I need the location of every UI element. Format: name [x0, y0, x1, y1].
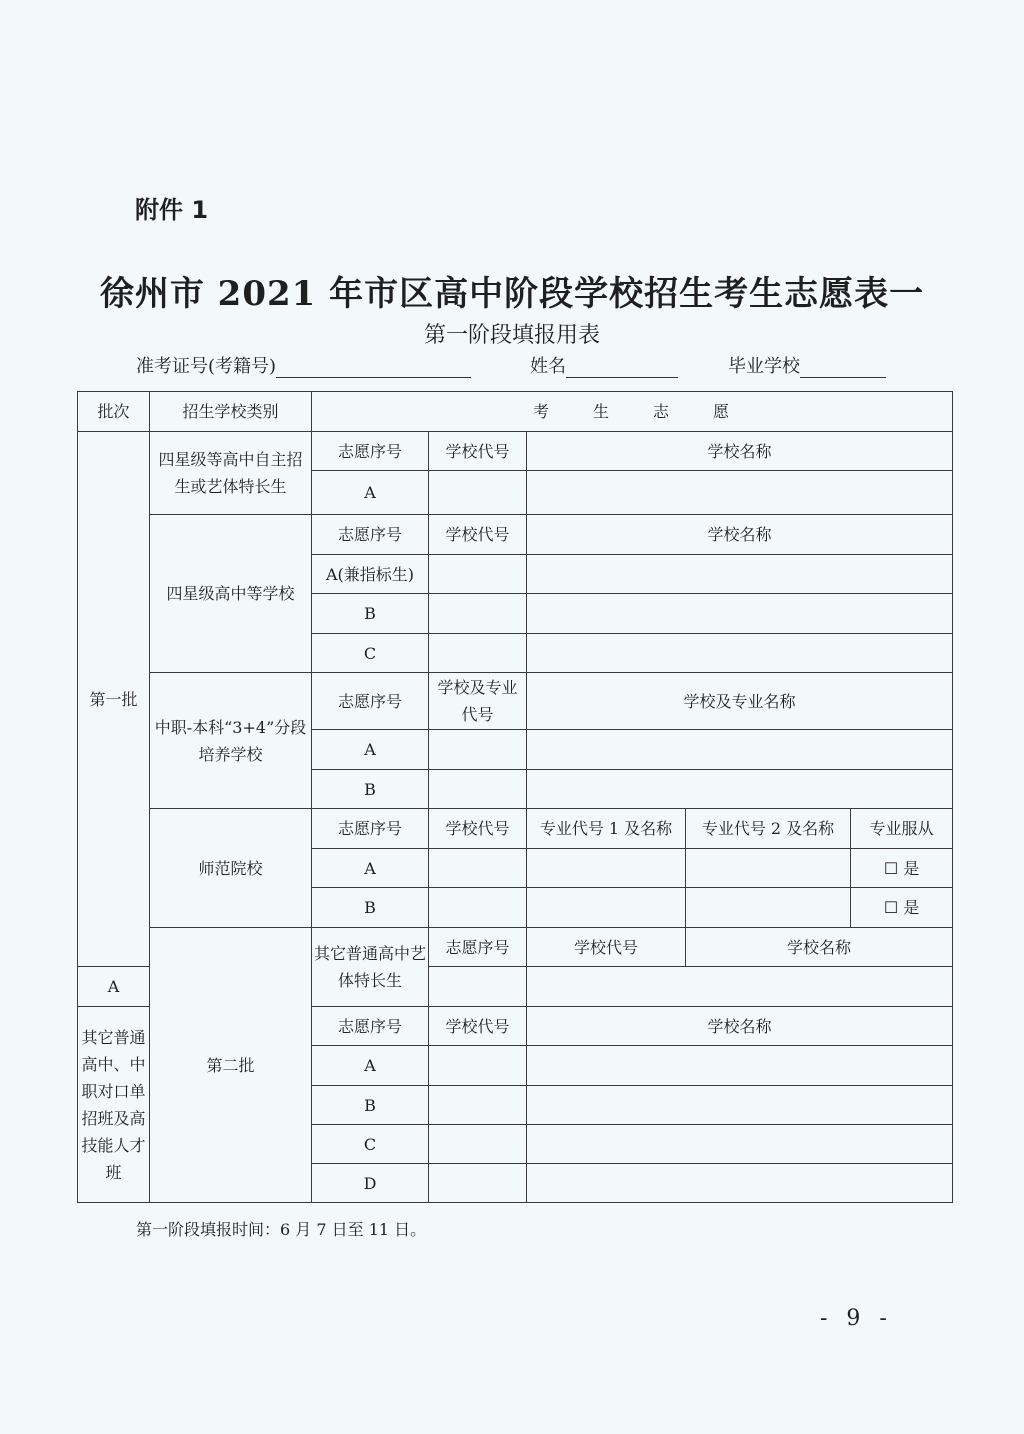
major1-input[interactable]	[527, 849, 686, 888]
school-name-input[interactable]	[527, 555, 953, 594]
school-code-input[interactable]	[429, 888, 527, 928]
wish-order: A	[78, 967, 150, 1007]
wish-order: C	[312, 1125, 429, 1164]
col-code: 学校代号	[527, 928, 686, 967]
wish-order: B	[312, 1086, 429, 1125]
school-name-input[interactable]	[527, 634, 953, 673]
col-name: 学校名称	[527, 1007, 953, 1046]
exam-number-field	[136, 352, 471, 378]
col-code: 学校代号	[429, 432, 527, 471]
graduate-school-field	[728, 352, 886, 378]
category-cell: 其它普通高中、中职对口单招班及高技能人才班	[78, 1007, 150, 1203]
table-header-row	[78, 392, 953, 432]
exam-number-label: 准考证号(考籍号)	[136, 356, 277, 377]
attachment-label: 附件 1	[135, 196, 209, 224]
major2-input[interactable]	[686, 849, 851, 888]
page-number: - 9 -	[820, 1306, 893, 1331]
batch-1-cell: 第一批	[78, 432, 150, 967]
category-cell: 师范院校	[150, 809, 312, 928]
graduate-school-blank[interactable]	[800, 357, 886, 378]
fill-period-note: 第一阶段填报时间：6 月 7 日至 11 日。	[136, 1220, 427, 1239]
major2-input[interactable]	[686, 888, 851, 928]
school-name-input[interactable]	[527, 1086, 953, 1125]
graduate-school-label: 毕业学校	[728, 356, 800, 377]
wish-order: A	[312, 730, 429, 770]
school-name-input[interactable]	[527, 1046, 953, 1086]
school-code-input[interactable]	[429, 730, 527, 770]
wish-order: B	[312, 594, 429, 634]
header-fields	[0, 352, 1024, 378]
wish-order: A(兼指标生)	[312, 555, 429, 594]
school-code-input[interactable]	[429, 634, 527, 673]
col-order: 志愿序号	[312, 432, 429, 471]
wish-order: A	[312, 1046, 429, 1086]
col-name: 学校名称	[527, 432, 953, 471]
col-code: 学校代号	[429, 809, 527, 849]
obey-checkbox[interactable]: ☐ 是	[851, 888, 953, 928]
category-cell: 中职-本科“3+4”分段培养学校	[150, 673, 312, 809]
category-cell: 四星级等高中自主招生或艺体特长生	[150, 432, 312, 515]
student-name-label: 姓名	[530, 356, 566, 377]
col-name: 学校名称	[686, 928, 953, 967]
wish-order: A	[312, 849, 429, 888]
table-row	[78, 673, 953, 730]
wish-order: C	[312, 634, 429, 673]
col-code: 学校代号	[429, 515, 527, 555]
category-cell: 四星级高中等学校	[150, 515, 312, 673]
table-row	[78, 432, 953, 471]
school-name-input[interactable]	[527, 471, 953, 515]
header-wish: 考生志愿	[312, 392, 953, 432]
school-name-input[interactable]	[527, 594, 953, 634]
major1-input[interactable]	[527, 888, 686, 928]
col-major1: 专业代号 1 及名称	[527, 809, 686, 849]
col-name-major: 学校及专业名称	[527, 673, 953, 730]
table-row	[78, 928, 953, 967]
wish-order: D	[312, 1164, 429, 1203]
wish-order: B	[312, 888, 429, 928]
col-code-major: 学校及专业代号	[429, 673, 527, 730]
school-code-input[interactable]	[429, 849, 527, 888]
col-order: 志愿序号	[312, 809, 429, 849]
school-code-input[interactable]	[429, 967, 527, 1007]
school-code-input[interactable]	[429, 555, 527, 594]
school-name-input[interactable]	[527, 1164, 953, 1203]
student-name-blank[interactable]	[566, 357, 678, 378]
category-cell: 其它普通高中艺体特长生	[312, 928, 429, 1007]
school-code-input[interactable]	[429, 1086, 527, 1125]
batch-2-cell: 第二批	[150, 928, 312, 1203]
page-title: 徐州市 2021 年市区高中阶段学校招生考生志愿表一	[99, 274, 925, 314]
school-name-input[interactable]	[527, 770, 953, 809]
school-code-input[interactable]	[429, 594, 527, 634]
school-name-input[interactable]	[527, 967, 953, 1007]
wish-order: B	[312, 770, 429, 809]
student-name-field	[530, 352, 678, 378]
col-order: 志愿序号	[429, 928, 527, 967]
school-code-input[interactable]	[429, 1046, 527, 1086]
col-obey: 专业服从	[851, 809, 953, 849]
header-batch: 批次	[78, 392, 150, 432]
table-row	[78, 809, 953, 849]
obey-checkbox[interactable]: ☐ 是	[851, 849, 953, 888]
application-form-table	[77, 391, 953, 1203]
school-code-input[interactable]	[429, 471, 527, 515]
table-row	[78, 515, 953, 555]
col-order: 志愿序号	[312, 515, 429, 555]
col-code: 学校代号	[429, 1007, 527, 1046]
school-name-input[interactable]	[527, 1125, 953, 1164]
col-major2: 专业代号 2 及名称	[686, 809, 851, 849]
col-name: 学校名称	[527, 515, 953, 555]
exam-number-blank[interactable]	[276, 357, 471, 378]
school-code-input[interactable]	[429, 770, 527, 809]
school-code-input[interactable]	[429, 1125, 527, 1164]
school-code-input[interactable]	[429, 1164, 527, 1203]
col-order: 志愿序号	[312, 1007, 429, 1046]
school-name-input[interactable]	[527, 730, 953, 770]
wish-order: A	[312, 471, 429, 515]
page-subtitle: 第一阶段填报用表	[423, 323, 600, 348]
header-category: 招生学校类别	[150, 392, 312, 432]
col-order: 志愿序号	[312, 673, 429, 730]
